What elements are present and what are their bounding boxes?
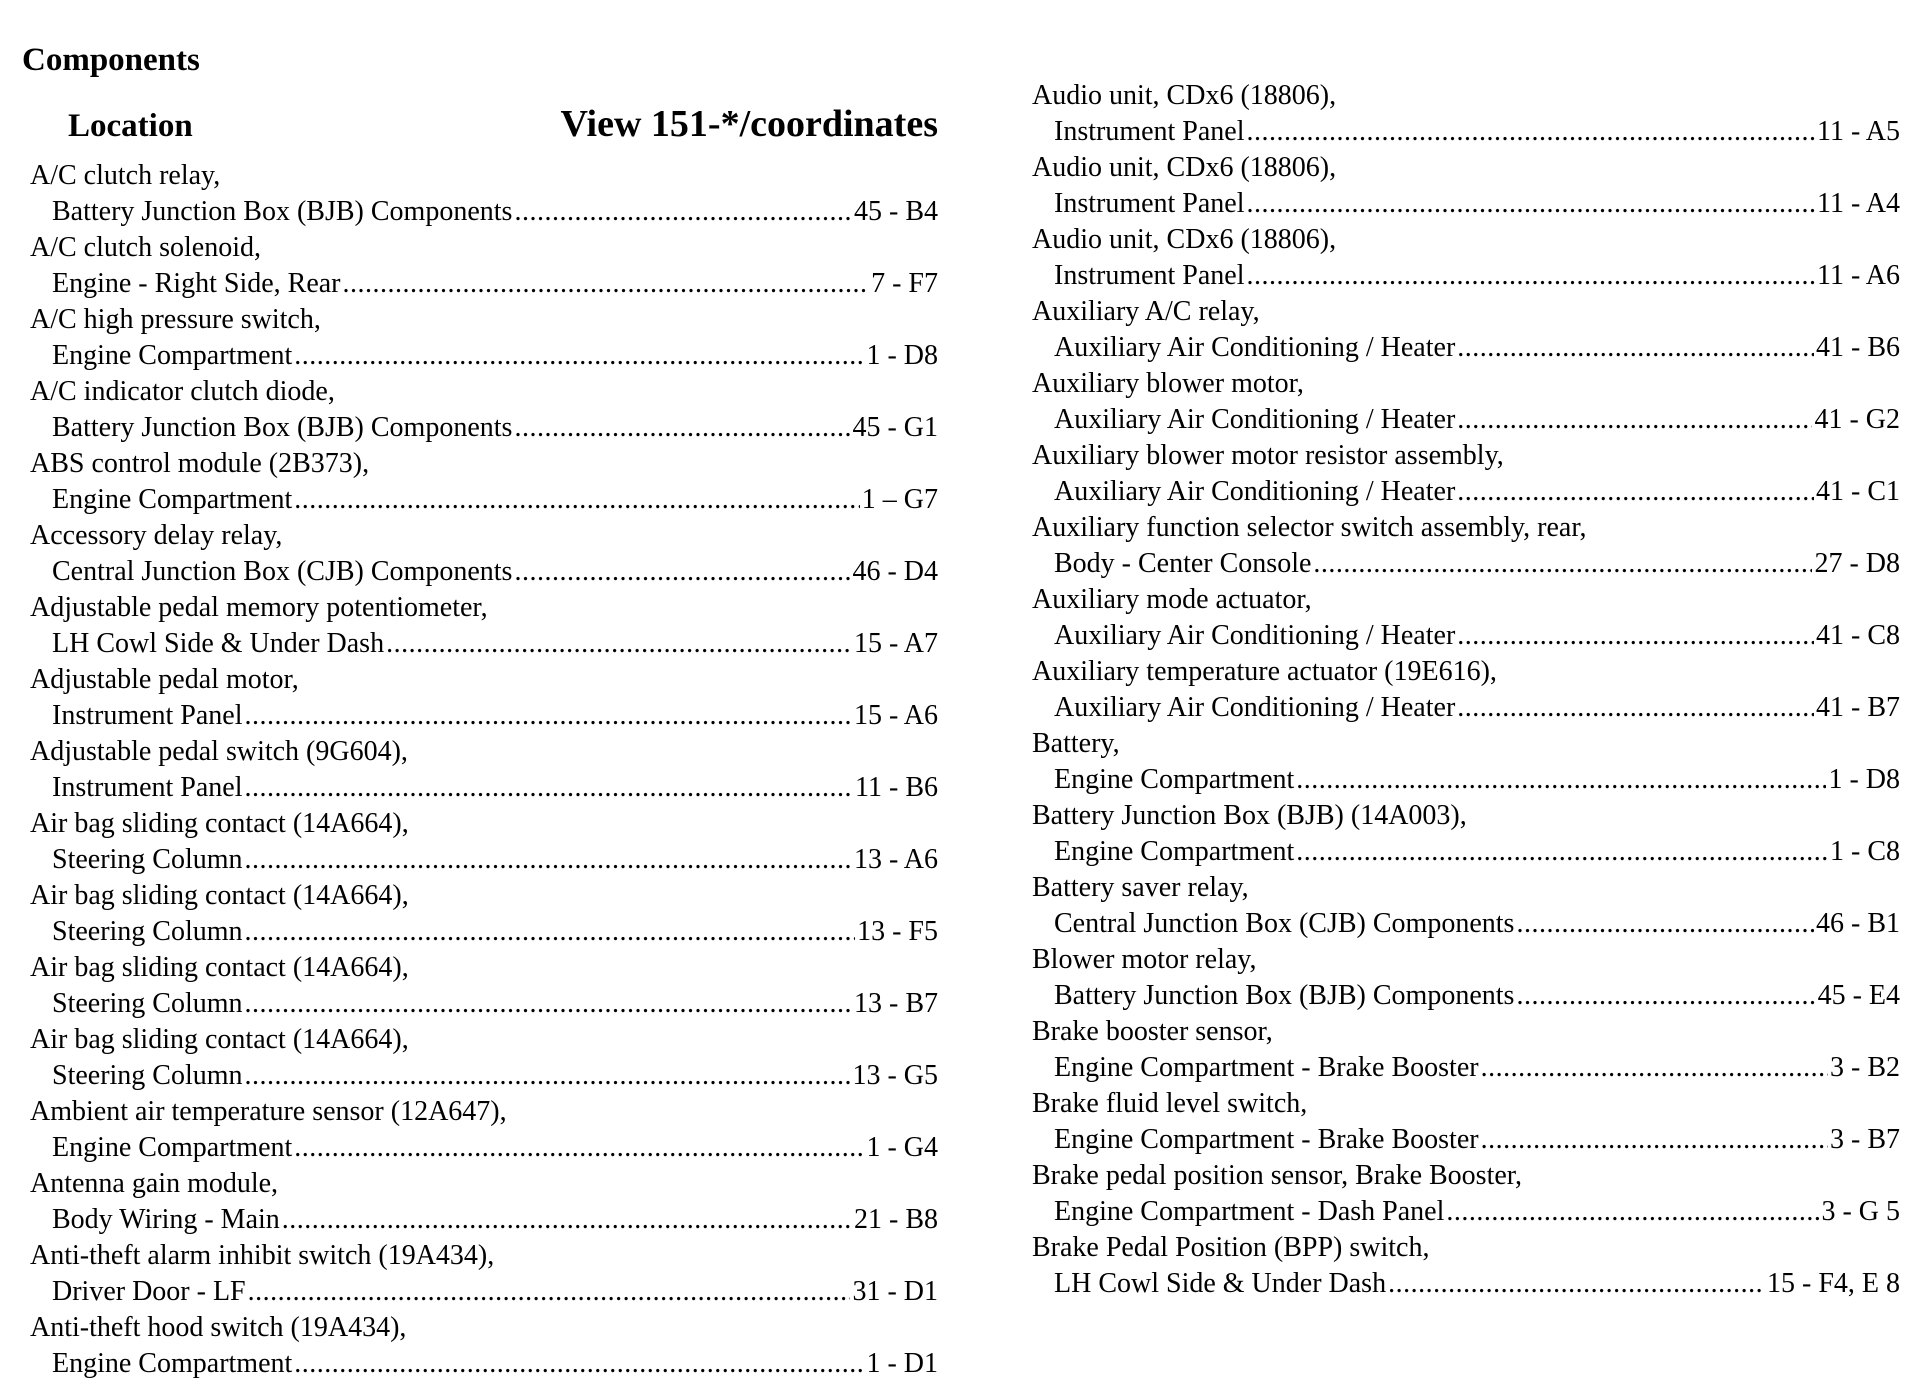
index-entry [1032, 510, 1900, 582]
component-location: Engine Compartment - Dash Panel [1054, 1196, 1445, 1227]
component-name: Ambient air temperature sensor (12A647), [30, 1096, 507, 1127]
view-coordinate-ref: 41 - G2 [1814, 404, 1900, 435]
dot-leader [294, 482, 859, 518]
view-coordinate-ref: 41 - B7 [1816, 692, 1900, 723]
component-name: A/C clutch relay, [30, 160, 221, 191]
component-name: Accessory delay relay, [30, 520, 283, 551]
component-name: Auxiliary mode actuator, [1032, 584, 1312, 615]
dot-leader [514, 194, 852, 230]
location-line [1032, 906, 1900, 942]
component-name: Air bag sliding contact (14A664), [30, 952, 409, 983]
component-location: Steering Column [52, 916, 243, 947]
location-line [1032, 834, 1900, 870]
dot-leader [1247, 186, 1816, 222]
component-location: Instrument Panel [1054, 260, 1245, 291]
component-location: Engine - Right Side, Rear [52, 268, 341, 299]
view-coordinate-ref: 1 - G4 [866, 1132, 938, 1163]
dot-leader [1313, 546, 1812, 582]
dot-leader [1446, 1194, 1819, 1230]
component-location: Central Junction Box (CJB) Components [52, 556, 513, 587]
view-coordinate-ref: 1 - D8 [866, 340, 938, 371]
view-coordinates-header: View 151-*/coordinates [560, 103, 938, 145]
location-line [1032, 1266, 1900, 1302]
dot-leader [1516, 978, 1815, 1014]
dot-leader [245, 986, 852, 1022]
location-line [30, 986, 938, 1022]
dot-leader [245, 698, 852, 734]
location-line [30, 1202, 938, 1238]
component-location: LH Cowl Side & Under Dash [52, 628, 385, 659]
index-entry [30, 374, 938, 446]
location-line [1032, 330, 1900, 366]
view-coordinate-ref: 21 - B8 [854, 1204, 938, 1235]
component-name: Air bag sliding contact (14A664), [30, 1024, 409, 1055]
component-name: A/C indicator clutch diode, [30, 376, 335, 407]
view-coordinate-ref: 41 - B6 [1816, 332, 1900, 363]
component-name: Audio unit, CDx6 (18806), [1032, 80, 1337, 111]
component-location: Engine Compartment [52, 1132, 293, 1163]
component-name: Auxiliary temperature actuator (19E616), [1032, 656, 1497, 687]
index-entry [1032, 726, 1900, 798]
column-header [30, 102, 938, 158]
view-coordinate-ref: 31 - D1 [852, 1276, 938, 1307]
view-coordinate-ref: 45 - B4 [854, 196, 938, 227]
view-coordinate-ref: 1 - D8 [1828, 764, 1900, 795]
component-name: Brake fluid level switch, [1032, 1088, 1308, 1119]
component-location: Engine Compartment - Brake Booster [1054, 1052, 1479, 1083]
view-coordinate-ref: 1 - C8 [1830, 836, 1900, 867]
index-entry [1032, 294, 1900, 366]
index-entry [1032, 1014, 1900, 1086]
view-coordinate-ref: 41 - C1 [1816, 476, 1900, 507]
dot-leader [245, 770, 854, 806]
index-entry [1032, 798, 1900, 870]
location-line [1032, 1050, 1900, 1086]
right-column [1032, 78, 1900, 1302]
location-line [30, 1274, 938, 1310]
view-coordinate-ref: 11 - B6 [855, 772, 938, 803]
index-entry [1032, 654, 1900, 726]
index-entry [30, 806, 938, 878]
component-name: Brake pedal position sensor, Brake Booster, [1032, 1160, 1522, 1191]
view-coordinate-ref: 46 - B1 [1816, 908, 1900, 939]
location-line [1032, 1194, 1900, 1230]
component-location: Engine Compartment [52, 484, 293, 515]
component-location: Instrument Panel [1054, 116, 1245, 147]
index-entry [1032, 1158, 1900, 1230]
component-name: Air bag sliding contact (14A664), [30, 808, 409, 839]
view-coordinate-ref: 46 - D4 [852, 556, 938, 587]
view-coordinate-ref: 3 - B2 [1830, 1052, 1900, 1083]
component-location: Central Junction Box (CJB) Components [1054, 908, 1515, 939]
index-entry [1032, 870, 1900, 942]
view-coordinate-ref: 15 - A7 [854, 628, 938, 659]
view-coordinate-ref: 45 - G1 [852, 412, 938, 443]
view-coordinate-ref: 3 - G 5 [1821, 1196, 1900, 1227]
index-entry [30, 446, 938, 518]
dot-leader [514, 554, 850, 590]
index-entry [1032, 78, 1900, 150]
location-line [30, 770, 938, 806]
index-entry [30, 590, 938, 662]
dot-leader [1481, 1050, 1828, 1086]
dot-leader [1457, 402, 1812, 438]
component-name: Air bag sliding contact (14A664), [30, 880, 409, 911]
component-name: Brake Pedal Position (BPP) switch, [1032, 1232, 1430, 1263]
component-name: Anti-theft hood switch (19A434), [30, 1312, 407, 1343]
index-entry [30, 302, 938, 374]
dot-leader [294, 1130, 864, 1166]
index-entry [30, 950, 938, 1022]
component-location: Engine Compartment [52, 340, 293, 371]
location-line [1032, 618, 1900, 654]
index-entry [1032, 438, 1900, 510]
index-entry [30, 1094, 938, 1166]
index-entry [30, 1022, 938, 1094]
dot-leader [386, 626, 852, 662]
component-name: Audio unit, CDx6 (18806), [1032, 224, 1337, 255]
component-location: LH Cowl Side & Under Dash [1054, 1268, 1387, 1299]
left-entry-list [30, 158, 938, 1382]
dot-leader [1457, 690, 1814, 726]
location-line [30, 626, 938, 662]
view-coordinate-ref: 13 - B7 [854, 988, 938, 1019]
component-name: Audio unit, CDx6 (18806), [1032, 152, 1337, 183]
dot-leader [1296, 762, 1826, 798]
view-coordinate-ref: 1 - D1 [866, 1348, 938, 1379]
index-entry [30, 662, 938, 734]
location-line [1032, 762, 1900, 798]
location-line [30, 698, 938, 734]
component-name: A/C clutch solenoid, [30, 232, 261, 263]
component-name: Blower motor relay, [1032, 944, 1257, 975]
location-line [30, 1346, 938, 1382]
component-name: Auxiliary blower motor, [1032, 368, 1304, 399]
component-name: ABS control module (2B373), [30, 448, 370, 479]
component-name: A/C high pressure switch, [30, 304, 321, 335]
component-name: Antenna gain module, [30, 1168, 279, 1199]
component-location: Auxiliary Air Conditioning / Heater [1054, 404, 1456, 435]
dot-leader [1296, 834, 1828, 870]
dot-leader [514, 410, 850, 446]
index-entry [1032, 366, 1900, 438]
dot-leader [1516, 906, 1814, 942]
location-line [1032, 978, 1900, 1014]
location-line [30, 554, 938, 590]
view-coordinate-ref: 7 - F7 [871, 268, 938, 299]
component-name: Auxiliary A/C relay, [1032, 296, 1260, 327]
component-location: Battery Junction Box (BJB) Components [52, 196, 513, 227]
view-coordinate-ref: 15 - A6 [854, 700, 938, 731]
view-coordinate-ref: 11 - A6 [1817, 260, 1900, 291]
dot-leader [1247, 114, 1816, 150]
location-line [30, 266, 938, 302]
location-line [1032, 690, 1900, 726]
view-coordinate-ref: 3 - B7 [1830, 1124, 1900, 1155]
component-name: Auxiliary function selector switch assembly, rear, [1032, 512, 1587, 543]
location-line [30, 842, 938, 878]
left-column [30, 102, 938, 1382]
page-title: Components [22, 42, 200, 78]
index-entry [30, 518, 938, 590]
location-header: Location [68, 108, 193, 144]
component-location: Steering Column [52, 1060, 243, 1091]
index-entry [1032, 1086, 1900, 1158]
component-location: Body - Center Console [1054, 548, 1312, 579]
component-location: Body Wiring - Main [52, 1204, 280, 1235]
dot-leader [282, 1202, 852, 1238]
dot-leader [245, 914, 856, 950]
view-coordinate-ref: 13 - A6 [854, 844, 938, 875]
index-entry [1032, 582, 1900, 654]
view-coordinate-ref: 13 - G5 [852, 1060, 938, 1091]
view-coordinate-ref: 15 - F4, E 8 [1767, 1268, 1900, 1299]
component-location: Engine Compartment - Brake Booster [1054, 1124, 1479, 1155]
index-entry [1032, 150, 1900, 222]
component-name: Battery saver relay, [1032, 872, 1249, 903]
location-line [30, 482, 938, 518]
index-entry [30, 734, 938, 806]
component-location: Battery Junction Box (BJB) Components [52, 412, 513, 443]
component-name: Anti-theft alarm inhibit switch (19A434), [30, 1240, 495, 1271]
view-coordinate-ref: 11 - A4 [1817, 188, 1900, 219]
location-line [1032, 114, 1900, 150]
dot-leader [1388, 1266, 1765, 1302]
component-location: Auxiliary Air Conditioning / Heater [1054, 692, 1456, 723]
component-name: Battery, [1032, 728, 1120, 759]
view-coordinate-ref: 45 - E4 [1817, 980, 1900, 1011]
dot-leader [1457, 618, 1814, 654]
component-name: Brake booster sensor, [1032, 1016, 1273, 1047]
dot-leader [1481, 1122, 1828, 1158]
dot-leader [294, 338, 864, 374]
index-entry [30, 878, 938, 950]
location-line [30, 338, 938, 374]
index-entry [1032, 222, 1900, 294]
component-name: Auxiliary blower motor resistor assembly, [1032, 440, 1504, 471]
component-location: Battery Junction Box (BJB) Components [1054, 980, 1515, 1011]
component-location: Auxiliary Air Conditioning / Heater [1054, 332, 1456, 363]
location-line [30, 410, 938, 446]
view-coordinate-ref: 11 - A5 [1817, 116, 1900, 147]
component-location: Steering Column [52, 988, 243, 1019]
dot-leader [245, 1058, 851, 1094]
component-location: Engine Compartment [1054, 836, 1295, 867]
component-location: Engine Compartment [52, 1348, 293, 1379]
index-entry [1032, 1230, 1900, 1302]
dot-leader [294, 1346, 864, 1382]
location-line [30, 194, 938, 230]
dot-leader [1457, 330, 1814, 366]
index-entry [30, 230, 938, 302]
location-line [30, 1058, 938, 1094]
component-location: Driver Door - LF [52, 1276, 246, 1307]
component-name: Adjustable pedal motor, [30, 664, 299, 695]
location-line [1032, 1122, 1900, 1158]
view-coordinate-ref: 27 - D8 [1814, 548, 1900, 579]
component-location: Engine Compartment [1054, 764, 1295, 795]
index-entry [1032, 942, 1900, 1014]
dot-leader [343, 266, 870, 302]
component-location: Auxiliary Air Conditioning / Heater [1054, 620, 1456, 651]
component-location: Steering Column [52, 844, 243, 875]
component-name: Adjustable pedal switch (9G604), [30, 736, 408, 767]
view-coordinate-ref: 41 - C8 [1816, 620, 1900, 651]
location-line [1032, 474, 1900, 510]
location-line [1032, 186, 1900, 222]
location-line [1032, 402, 1900, 438]
component-location: Instrument Panel [52, 700, 243, 731]
location-line [1032, 258, 1900, 294]
component-name: Battery Junction Box (BJB) (14A003), [1032, 800, 1467, 831]
dot-leader [248, 1274, 851, 1310]
index-entry [30, 1310, 938, 1382]
right-entry-list [1032, 78, 1900, 1302]
location-line [30, 1130, 938, 1166]
index-entry [30, 158, 938, 230]
component-location: Instrument Panel [52, 772, 243, 803]
view-coordinate-ref: 13 - F5 [857, 916, 938, 947]
dot-leader [1457, 474, 1814, 510]
component-location: Auxiliary Air Conditioning / Heater [1054, 476, 1456, 507]
component-name: Adjustable pedal memory potentiometer, [30, 592, 488, 623]
dot-leader [245, 842, 852, 878]
index-entry [30, 1238, 938, 1310]
component-location: Instrument Panel [1054, 188, 1245, 219]
location-line [30, 914, 938, 950]
location-line [1032, 546, 1900, 582]
index-entry [30, 1166, 938, 1238]
view-coordinate-ref: 1 – G7 [861, 484, 938, 515]
dot-leader [1247, 258, 1816, 294]
